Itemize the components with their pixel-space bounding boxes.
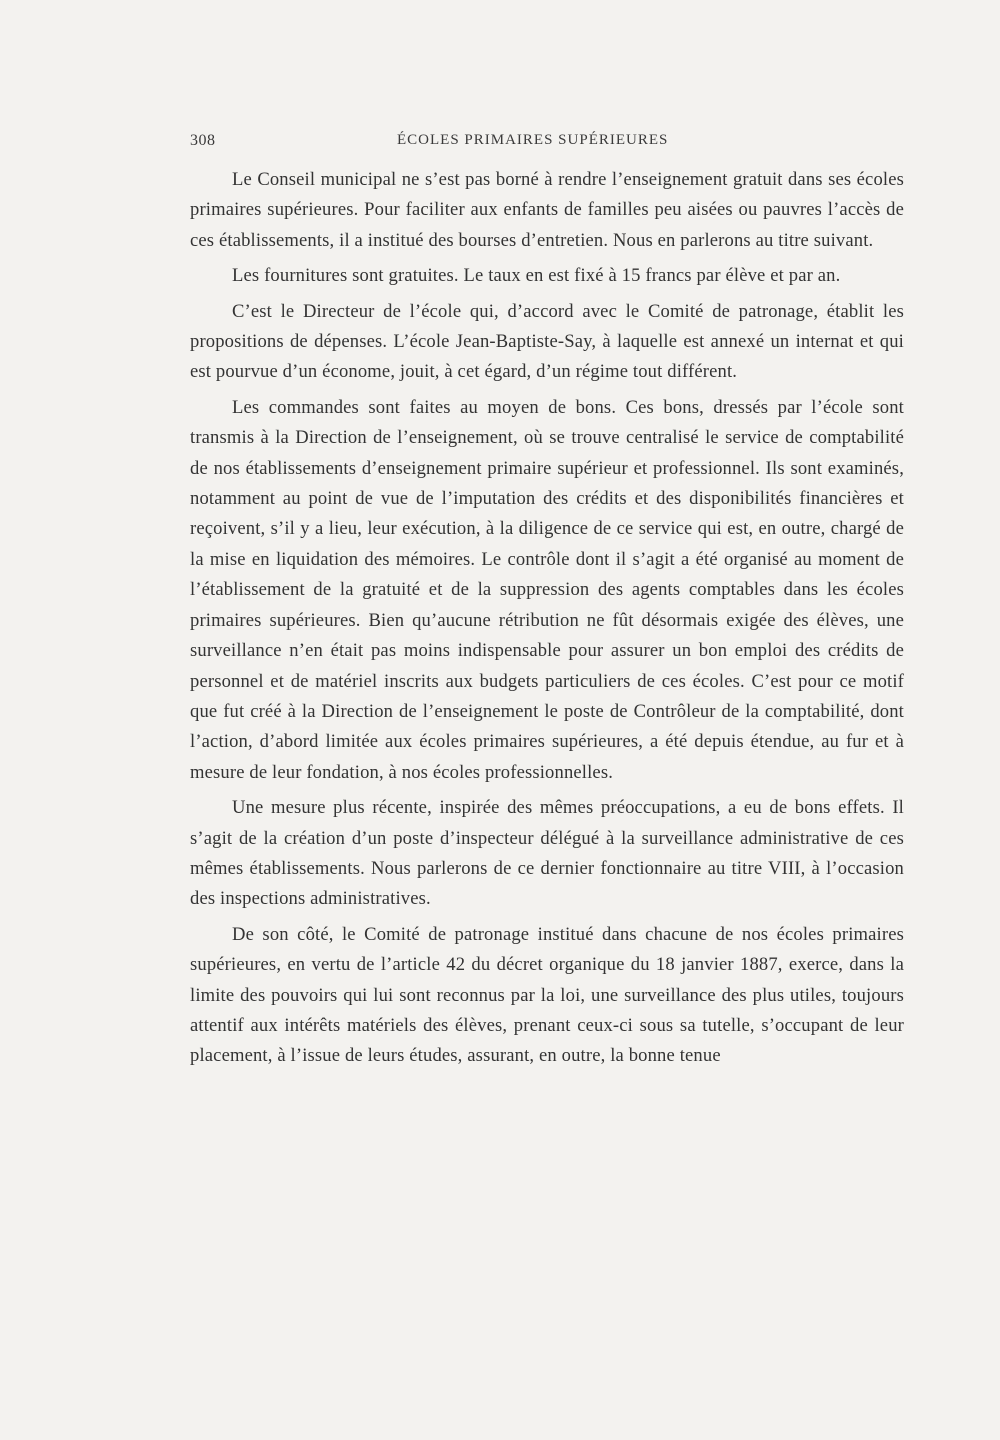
paragraph-orders-control: Les commandes sont faites au moyen de bons. Ces bons, dressés par l’école sont transmis à la Direction de l’enseignement, où se trouve centralisé le service de comptabilité de nos établissements d’enseignement primaire supérieur et professionnel. Ils sont examinés, notamment au point de vue de l’imputation des crédits et des disponibilités financières et reçoivent, s’il y a lieu, leur exécution, à la diligence de ce service qui est, en outre, chargé de la mise en liquidation des mémoires. Le contrôle dont il s’agit a été organisé au moment de l’établissement de la gratuité et de la suppression des agents comptables dans les écoles primaires supérieures. Bien qu’aucune rétribution ne fût désormais exigée des élèves, une surveillance n’en était pas moins indispensable pour assurer un bon emploi des crédits de personnel et de matériel inscrits aux budgets particuliers de ces écoles. C’est pour ce motif que fut créé à la Direction de l’enseignement le poste de Contrôleur de la comptabilité, dont l’action, d’abord limitée aux écoles primaires supérieures, a été depuis étendue, au fur et à mesure de leur fondation, à nos écoles professionnelles. [190, 396, 904, 783]
paragraph-free-tuition: Le Conseil municipal ne s’est pas borné à rendre l’enseignement gratuit dans ses écoles primaires supérieures. Pour faciliter aux enfants de familles peu aisées ou pauvres l’accès de ces établissements, il a institué des bourses d’entretien. Nous en parlerons au titre suivant. [190, 169, 904, 251]
page-header [190, 128, 904, 154]
paragraph-director-expenses: C’est le Directeur de l’école qui, d’accord avec le Comité de patronage, établit les propositions de dépenses. L’école Jean-Baptiste-Say, à laquelle est annexé un internat et qui est pourvue d’un économe, jouit, à cet égard, d’un régime tout différent. [190, 300, 904, 383]
page-number: 308 [190, 132, 216, 149]
paragraph-supplies: Les fournitures sont gratuites. Le taux en est fixé à 15 francs par élève et par an. [232, 265, 841, 287]
paragraph-patronage-committee: De son côté, le Comité de patronage institué dans chacune de nos écoles primaires supérieures, en vertu de l’article 42 du décret organique du 18 janvier 1887, exerce, dans la limite des pouvoirs qui lui sont reconnus par la loi, une surveillance des plus utiles, toujours attentif aux intérêts matériels des élèves, prenant ceux-ci sous sa tutelle, s’occupant de leur placement, à l’issue de leurs études, assurant, en outre, la bonne tenue [190, 923, 904, 1067]
body-text [190, 165, 904, 1077]
running-title: ÉCOLES PRIMAIRES SUPÉRIEURES [397, 132, 669, 148]
paragraph-inspector: Une mesure plus récente, inspirée des mêmes préoccupations, a eu de bons effets. Il s’agit de la création d’un poste d’inspecteur délégué à la surveillance administrative de ces mêmes établissements. Nous parlerons de ce dernier fonctionnaire au titre VIII, à l’occasion des inspections administratives. [190, 797, 904, 910]
